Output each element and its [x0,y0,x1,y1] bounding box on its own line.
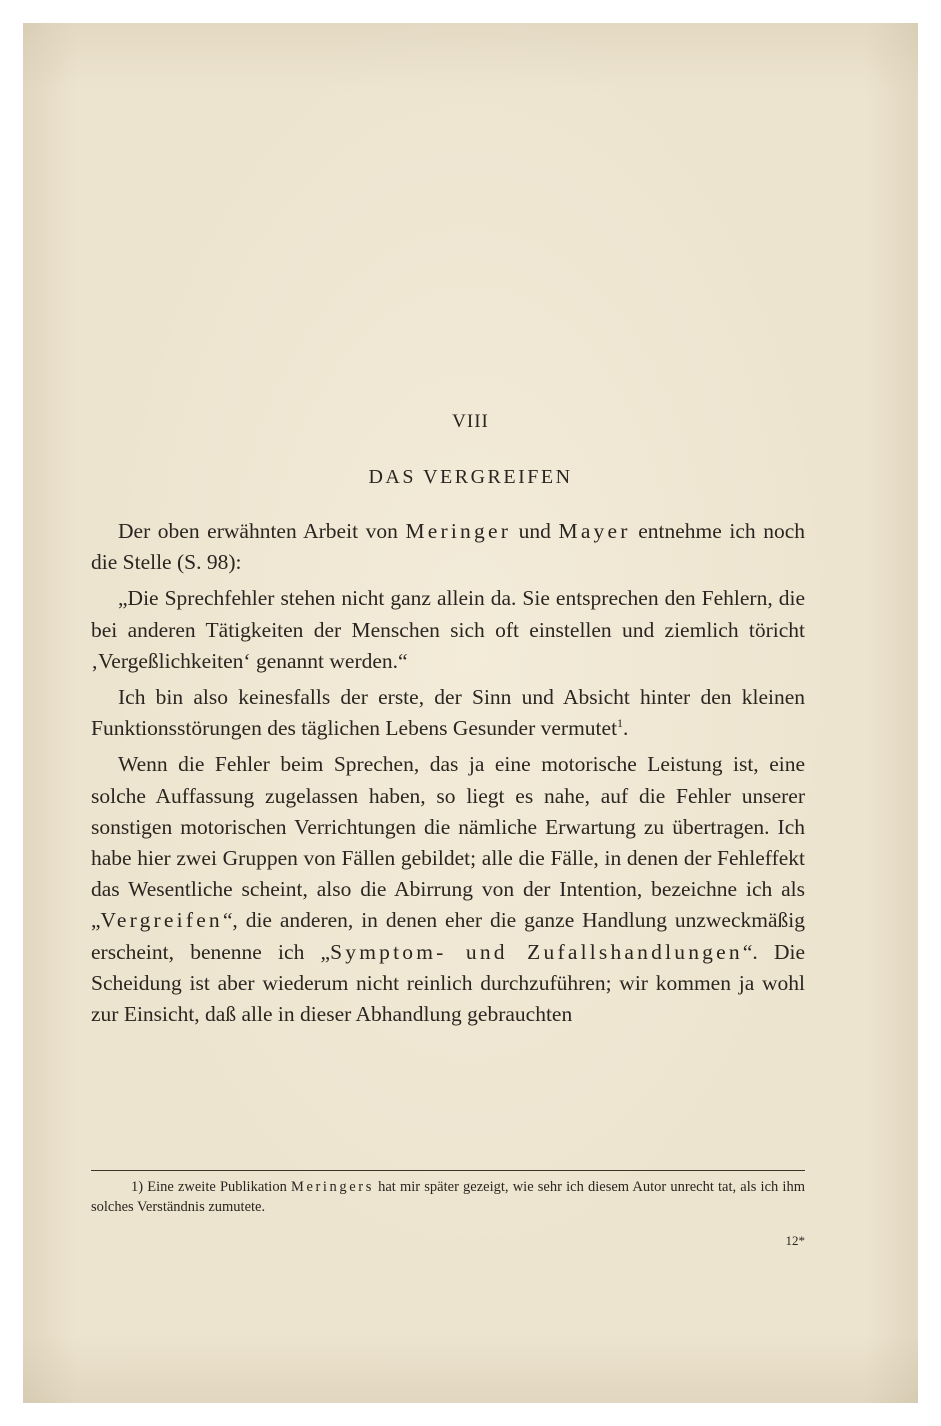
footnote [91,1177,805,1217]
footnote-text-a: 1) Eine zweite Publikation [131,1179,291,1195]
paragraph-4-text-a: Wenn die Fehler beim Sprechen, das ja eine motorische Leistung ist, eine solche Auffassung zugelassen haben, so liegt es nahe, auf die Fehler unserer sonstigen motorischen Verrichtungen die nämliche Erwartung zu übertragen. Ich habe hier zwei Gruppen von Fällen gebildet; alle die Fälle, in denen der Fehleffekt das Wesentliche scheint, also die Abirrung von der Intention, bezeichne ich als „ [91,752,805,933]
paragraph-4 [91,749,805,1030]
book-page [23,23,918,1403]
term-vergreifen: Vergreifen [100,908,223,933]
term-symptomhandlungen: Symptom- und Zufallshandlungen [330,939,743,964]
paragraph-4-text-c: “. Die Scheidung ist aber wiederum nicht reinlich durchzuführen; wir kommen ja wohl zur Einsicht, daß alle in dieser Abhandlung gebrauchten [91,939,805,1027]
chapter-number: VIII [452,411,489,432]
paragraph-2-quote: „Die Sprechfehler stehen nicht ganz allein da. Sie entsprechen den Fehlern, die bei anderen Tätigkeiten der Menschen sich oft einstellen und ziemlich töricht ‚Vergeßlichkeiten‘ genannt werden.“ [91,586,805,673]
chapter-title: DAS VERGREIFEN [368,466,573,488]
body-text [91,516,805,1035]
author-name-meringer: Meringer [405,519,512,543]
author-name-mayer: Mayer [558,519,631,543]
paragraph-3 [91,682,805,744]
footnote-reference[interactable]: 1 [617,716,624,731]
paragraph-1-text-a: Der oben erwähnten Arbeit von [118,519,406,543]
paragraph-4-text-b: “, die anderen, in denen eher die ganze Handlung unzweckmäßig erscheint, benenne ich „ [91,908,805,964]
paragraph-3-end: . [623,716,629,741]
footnote-author-name: Meringers [290,1179,374,1195]
footnote-text-b: hat mir später gezeigt, wie sehr ich diesem Autor unrecht tat, als ich ihm solches Verständnis zumutete. [91,1179,805,1215]
paragraph-3-text: Ich bin also keinesfalls der erste, der Sinn und Absicht hinter den kleinen Funktionsstörungen des täglichen Lebens Gesunder vermutet [91,685,805,741]
paragraph-1-text-c: entnehme ich noch die Stelle (S. 98): [91,519,806,575]
footnote-divider [91,1170,805,1171]
paragraph-1-text-b: und [511,519,559,543]
page-number: 12* [785,1233,805,1248]
paragraph-1 [91,516,805,578]
